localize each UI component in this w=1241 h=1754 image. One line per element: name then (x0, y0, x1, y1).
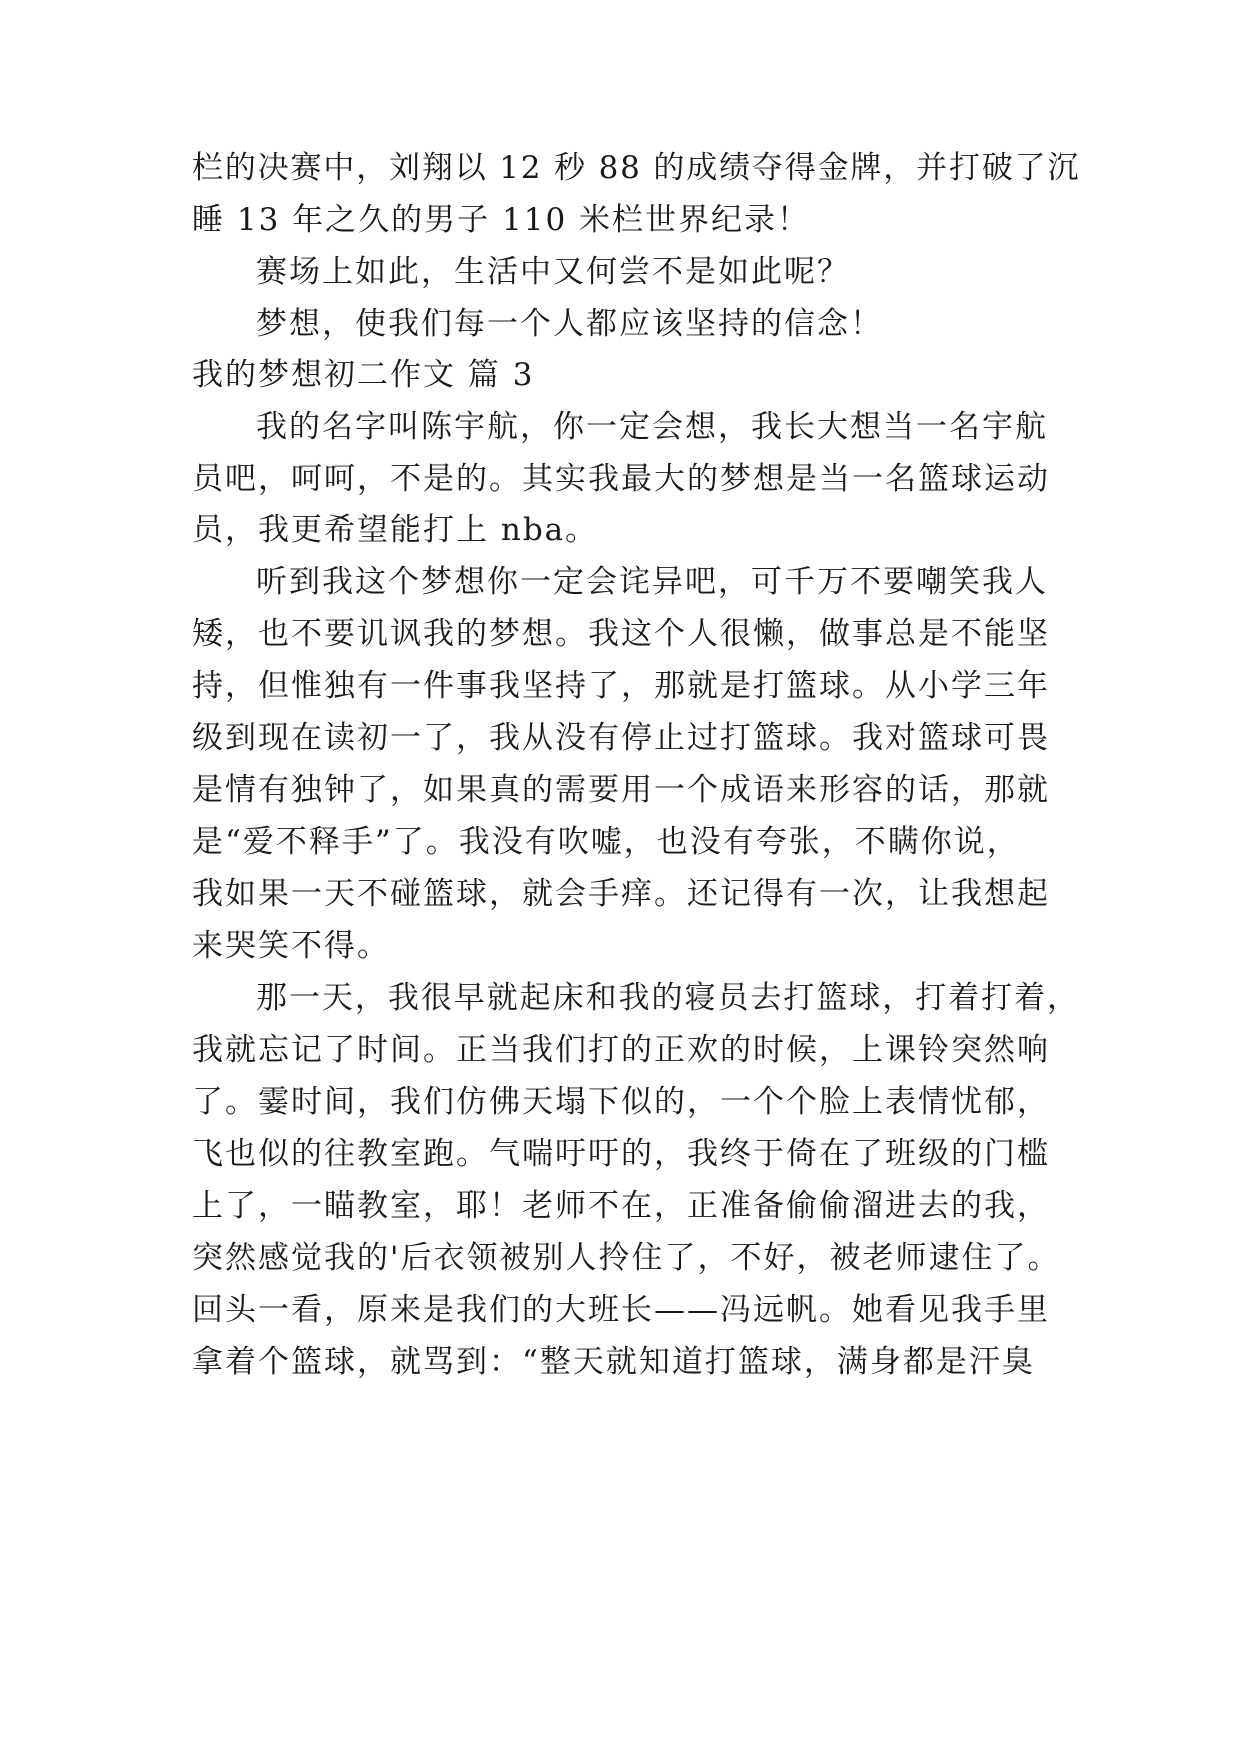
text-line: 赛场上如此，生活中又何尝不是如此呢？ (256, 254, 850, 290)
text-line: 听到我这个梦想你一定会诧异吧，可千万不要嘲笑我人 (256, 564, 1048, 600)
text-line: 突然感觉我的'后衣领被别人拎住了，不好，被老师逮住了。 (192, 1240, 1061, 1276)
text-line: 睡 13 年之久的男子 110 米栏世界纪录！ (192, 202, 811, 238)
text-line: 了。霎时间，我们仿佛天塌下似的，一个个脸上表情忧郁， (192, 1084, 1050, 1120)
text-line: 拿着个篮球，就骂到：“整天就知道打篮球，满身都是汗臭 (192, 1344, 1035, 1380)
text-line: 上了，一瞄教室，耶！老师不在，正准备偷偷溜进去的我， (192, 1188, 1050, 1224)
text-line: 员，我更希望能打上 nba。 (192, 512, 599, 548)
text-line: 持，但惟独有一件事我坚持了，那就是打篮球。从小学三年 (192, 668, 1050, 704)
text-line: 回头一看，原来是我们的大班长——冯远帆。她看见我手里 (192, 1292, 1050, 1328)
text-line: 员吧，呵呵，不是的。其实我最大的梦想是当一名篮球运动 (192, 461, 1050, 497)
text-line: 来哭笑不得。 (192, 928, 390, 964)
text-line: 是情有独钟了，如果真的需要用一个成语来形容的话，那就 (192, 772, 1050, 808)
text-line: 梦想，使我们每一个人都应该坚持的信念！ (256, 306, 883, 342)
text-line: 矮，也不要讥讽我的梦想。我这个人很懒，做事总是不能坚 (192, 616, 1050, 652)
text-line: 飞也似的往教室跑。气喘吁吁的，我终于倚在了班级的门槛 (192, 1136, 1050, 1172)
text-line: 我的名字叫陈宇航，你一定会想，我长大想当一名宇航 (256, 409, 1048, 445)
text-line: 我就忘记了时间。正当我们打的正欢的时候，上课铃突然响 (192, 1032, 1050, 1068)
text-line: 栏的决赛中，刘翔以 12 秒 88 的成绩夺得金牌，并打破了沉 (192, 150, 1081, 186)
text-line: 那一天，我很早就起床和我的寝员去打篮球，打着打着， (256, 980, 1080, 1016)
section-heading: 我的梦想初二作文 篇 3 (192, 357, 535, 393)
text-line: 我如果一天不碰篮球，就会手痒。还记得有一次，让我想起 (192, 876, 1050, 912)
text-line: 级到现在读初一了，我从没有停止过打篮球。我对篮球可畏 (192, 720, 1050, 756)
text-line: 是“爱不释手”了。我没有吹嘘，也没有夸张，不瞒你说， (192, 824, 1020, 860)
